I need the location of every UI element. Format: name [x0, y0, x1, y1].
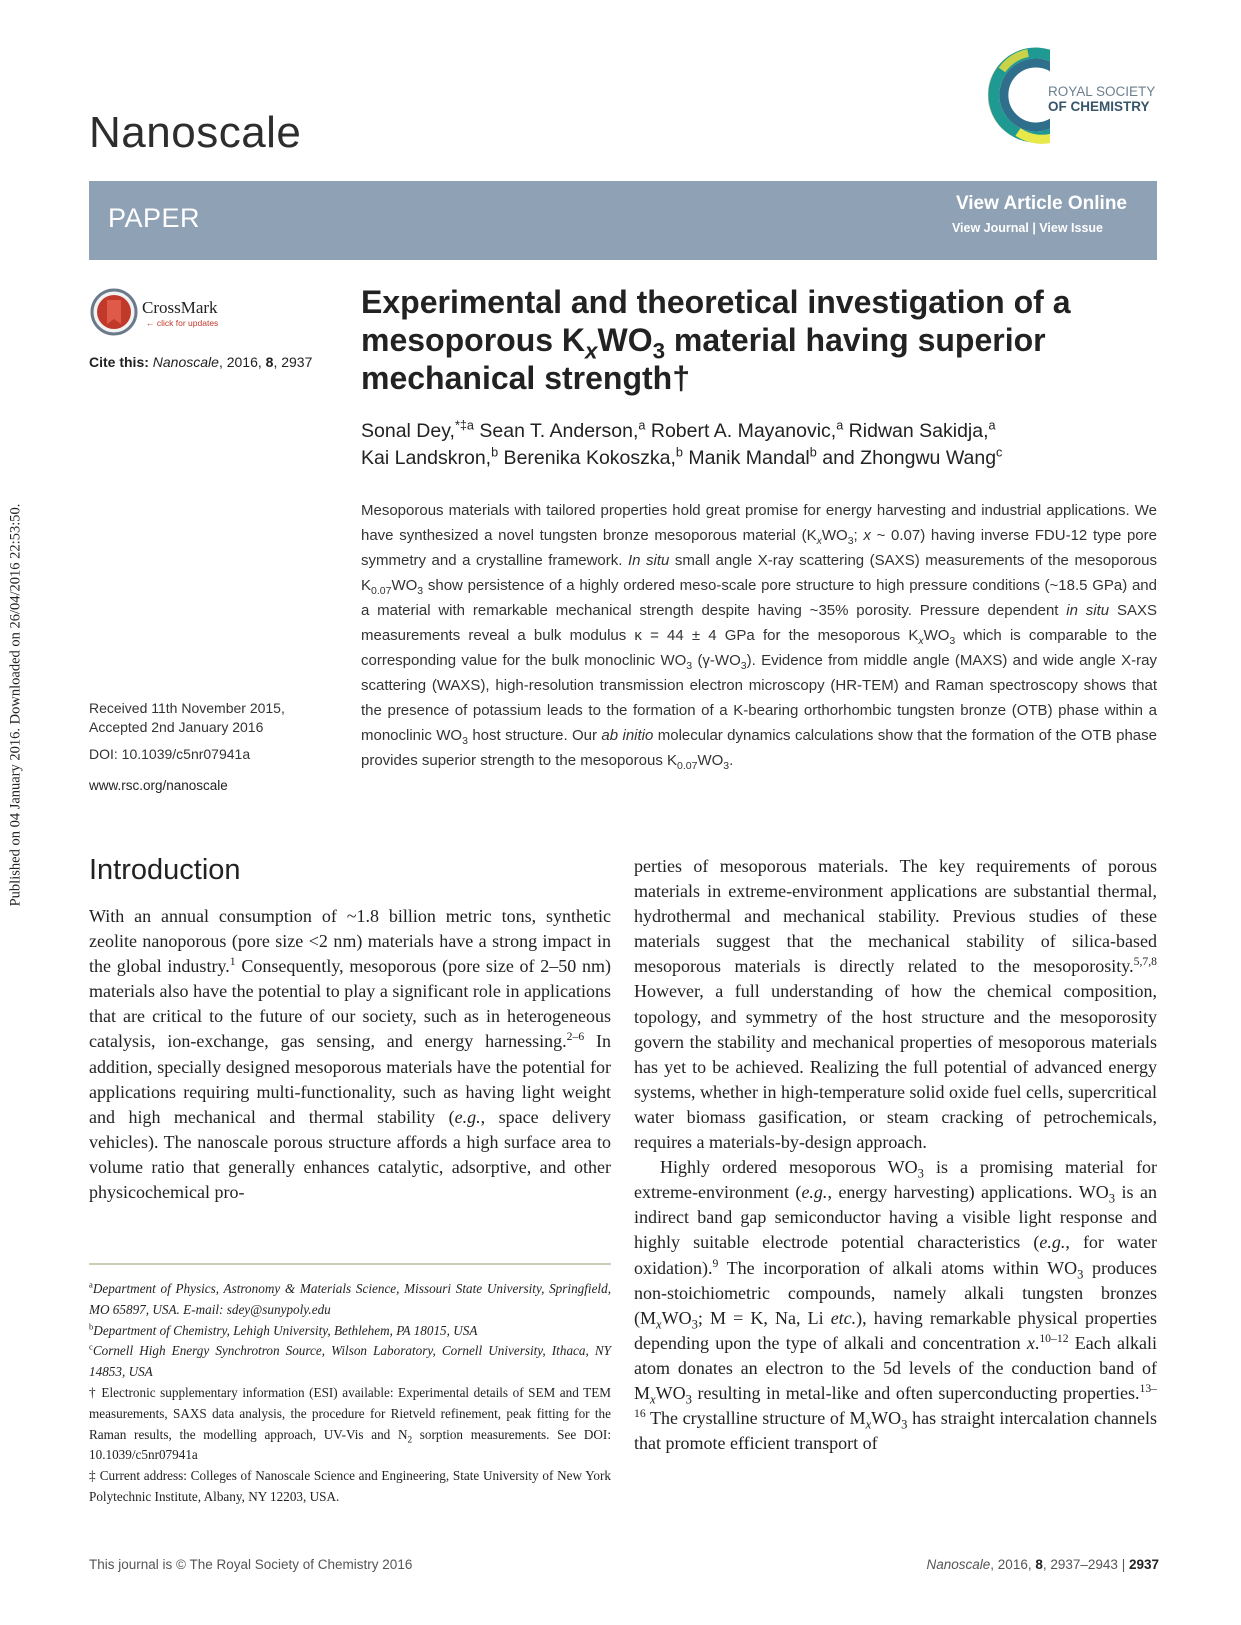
- crossmark-icon: [90, 288, 138, 336]
- author-name: Robert A. Mayanovic,: [645, 420, 837, 442]
- footer-citation: Nanoscale, 2016, 8, 2937–2943 | 2937: [926, 1557, 1159, 1572]
- author-name: Sonal Dey,: [361, 420, 455, 442]
- cite-journal: Nanoscale: [152, 354, 219, 370]
- author-affiliation[interactable]: a: [988, 418, 996, 433]
- cite-this: [89, 354, 312, 370]
- rsc-logo-icon: [988, 40, 1050, 150]
- title-sub-x: x: [585, 338, 598, 364]
- rsc-logo-line2: OF CHEMISTRY: [1048, 99, 1150, 114]
- footer-copyright: This journal is © The Royal Society of Chemistry 2016: [89, 1557, 413, 1572]
- citation[interactable]: 9: [712, 1256, 719, 1270]
- author-name: Kai Landskron,: [361, 447, 492, 469]
- author-affiliation[interactable]: a: [638, 418, 646, 433]
- journal-title: Nanoscale: [89, 108, 302, 157]
- author-name: Manik Mandal: [682, 447, 810, 469]
- view-issue-link[interactable]: View Issue: [1039, 221, 1103, 235]
- view-links: [952, 221, 1103, 235]
- accepted-date: Accepted 2nd January 2016: [89, 719, 264, 735]
- title-text-1: Experimental and theoretical investigation of a mesoporous K: [361, 284, 1071, 358]
- view-link-separator: |: [1032, 221, 1036, 235]
- doi[interactable]: DOI: 10.1039/c5nr07941a: [89, 746, 251, 762]
- cite-prefix: Cite this:: [89, 354, 149, 370]
- abstract: Mesoporous materials with tailored properties hold great promise for energy harvesting and industrial applications. We have synthesized a novel tungsten bronze mesoporous material ($K_xWO_3$; x ~ 0.07) having inverse FDU-12 type pore symmetry and a crystalline framework. In situ small angle X-ray scattering (SAXS) measurements of the mesoporous $K_{0.07}WO_3$ show persistence of a highly ordered meso-scale pore structure to high pressure conditions (~18.5 GPa) and a material with remarkable mechanical strength despite having ~35% porosity. Pressure dependent in situ SAXS measurements reveal a bulk modulus κ = 44 ± 4 GPa for the mesoporous $K_xWO_3$ which is comparable to the corresponding value for the bulk monoclinic $WO_3$ $(\gamma-WO_3)$. Evidence from middle angle (MAXS) and wide angle X-ray scattering (WAXS), high-resolution transmission electron microscopy (HR-TEM) and Raman spectroscopy shows that the presence of potassium leads to the formation of a K-bearing orthorhombic tungsten bronze (OTB) phase within a monoclinic $WO_3$ host structure. Our ab initio molecular dynamics calculations show that the formation of the OTB phase provides superior strength to the mesoporous $K_{0.07}WO_3$.: [361, 502, 1158, 772]
- publication-stamp-text: Published on 04 January 2016. Downloaded on 26/04/2016 22:53:50.: [7, 503, 24, 907]
- article-history: [89, 699, 285, 737]
- intro-column-right: [634, 854, 1157, 1456]
- footnote-current-address: ‡ Current address: Colleges of Nanoscale Science and Engineering, State University of New York Polytechnic Institute, Albany, NY 12203, USA.: [89, 1468, 611, 1504]
- received-date: Received 11th November 2015,: [89, 700, 285, 716]
- author-name: and Zhongwu Wang: [816, 447, 997, 469]
- article-type-label: PAPER: [108, 203, 201, 233]
- journal-website-link[interactable]: www.rsc.org/nanoscale: [89, 778, 228, 793]
- author-name: Ridwan Sakidja,: [843, 420, 989, 442]
- citation[interactable]: 2–6: [566, 1030, 585, 1044]
- view-article-online-link[interactable]: View Article Online: [955, 193, 1127, 214]
- article-title: [361, 283, 1161, 397]
- intro-paragraph-1: With an annual consumption of ~1.8 billion metric tons, synthetic zeolite nanoporous (pore size <2 nm) materials have a strong impact in the global industry.$^1$ Consequently, mesoporous (pore size of 2–50 nm) materials also have the potential to play a significant role in applications that are critical to the future of our society, such as in heterogeneous catalysis, ion-exchange, gas sensing, and energy harnessing.$^{2-6}$ In addition, specially designed mesoporous materials have the potential for applications requiring multi-functionality, such as having light weight and high mechanical and thermal stability (e.g., space delivery vehicles). The nanoscale porous structure affords a high surface area to volume ratio that generally enhances catalytic, adsorptive, and other physicochemical pro-: [89, 906, 611, 1203]
- page-number: 2937: [1128, 1557, 1159, 1572]
- title-dagger[interactable]: †: [672, 360, 690, 396]
- author-affiliation[interactable]: *‡a: [454, 418, 474, 433]
- footnotes: [89, 1279, 611, 1508]
- author-affiliation[interactable]: c: [996, 445, 1003, 460]
- citation[interactable]: 10–12: [1039, 1331, 1069, 1345]
- view-journal-link[interactable]: View Journal: [951, 221, 1029, 235]
- author-list: [361, 418, 1161, 472]
- crossmark-label: CrossMark: [142, 298, 218, 317]
- author-affiliation[interactable]: b: [809, 445, 817, 460]
- citation[interactable]: 5,7,8: [1133, 955, 1157, 969]
- footnote-affiliation-c: $^c$Cornell High Energy Synchrotron Source, Wilson Laboratory, Cornell University, Ithaca, NY 14853, USA: [89, 1342, 611, 1380]
- title-sub-3: 3: [652, 338, 666, 364]
- intro-column-left: [89, 904, 611, 1205]
- crossmark-badge[interactable]: [90, 288, 230, 338]
- paper-banner: [89, 181, 1157, 260]
- author-name: Berenika Kokoszka,: [498, 447, 676, 469]
- footnote-divider: [89, 1263, 611, 1265]
- rsc-logo-line1: ROYAL SOCIETY: [1048, 84, 1156, 99]
- intro-paragraph-1-cont: perties of mesoporous materials. The key requirements of porous materials in extreme-environment applications are substantial thermal, hydrothermal and mechanical stability. Previous studies of these materials suggest that the mechanical stability of silica-based mesoporous materials is directly related to the mesoporosity.$^{5,7,8}$ However, a full understanding of how the chemical composition, topology, and symmetry of the host structure and the mesoporosity govern the stability and mechanical properties of mesoporous materials has yet to be achieved. Realizing the full potential of advanced energy systems, whether in high-temperature solid oxide fuel cells, supercritical water biomass gasification, or steam cracking of petrochemicals, requires a materials-by-design approach.: [634, 856, 1157, 1153]
- author-affiliation[interactable]: b: [675, 445, 683, 460]
- intro-paragraph-2: Highly ordered mesoporous $WO_3$ is a promising material for extreme-environment (e.g., energy harvesting) applications. $WO_3$ is an indirect band gap semiconductor having a visible light response and highly suitable electrode potential characteristics (e.g., for water oxidation).$^9$ The incorporation of alkali atoms within $WO_3$ produces non-stoichiometric compounds, namely alkali tungsten bronzes ($M_xWO_3$; M = K, Na, Li etc.), having remarkable physical properties depending upon the type of alkali and concentration x.$^{10-12}$ Each alkali atom donates an electron to the 5d levels of the conduction band of $M_xWO_3$ resulting in metal-like and often superconducting properties.$^{13-16}$ The crystalline structure of $M_xWO_3$ has straight intercalation channels that promote efficient transport of: [634, 1157, 1158, 1454]
- publication-stamp: [6, 470, 26, 940]
- rsc-logo[interactable]: [988, 40, 1158, 155]
- citation[interactable]: 13–16: [634, 1381, 1157, 1421]
- cite-page: , 2937: [273, 354, 313, 370]
- footnote-affiliation-b: $^b$Department of Chemistry, Lehigh University, Bethlehem, PA 18015, USA: [89, 1321, 478, 1338]
- arrow-left-icon: ←: [146, 318, 155, 328]
- cite-volume: 8: [265, 354, 274, 370]
- author-affiliation[interactable]: a: [836, 418, 844, 433]
- section-heading-introduction: Introduction: [89, 854, 241, 886]
- title-text-3: material having superior mechanical strength: [361, 322, 1046, 396]
- cite-year: , 2016,: [218, 354, 266, 370]
- crossmark-sub-label: click for updates: [156, 318, 219, 328]
- author-affiliation[interactable]: b: [491, 445, 499, 460]
- footnote-affiliation-a: $^a$Department of Physics, Astronomy & Materials Science, Missouri State University, Springfield, MO 65897, USA. E-mail: sdey@sunypoly.edu: [89, 1279, 611, 1317]
- footnote-esi: † Electronic supplementary information (ESI) available: Experimental details of SEM and TEM measurements, SAXS data analysis, the procedure for Rietveld refinement, peak fitting for the Raman results, the modelling approach, UV-Vis and $N_2$ sorption measurements. See DOI: 10.1039/c5nr07941a: [89, 1384, 611, 1463]
- crossmark-sub: [146, 318, 218, 328]
- author-name: Sean T. Anderson,: [473, 420, 639, 442]
- title-text-2: WO: [597, 322, 653, 358]
- citation[interactable]: 1: [229, 955, 236, 969]
